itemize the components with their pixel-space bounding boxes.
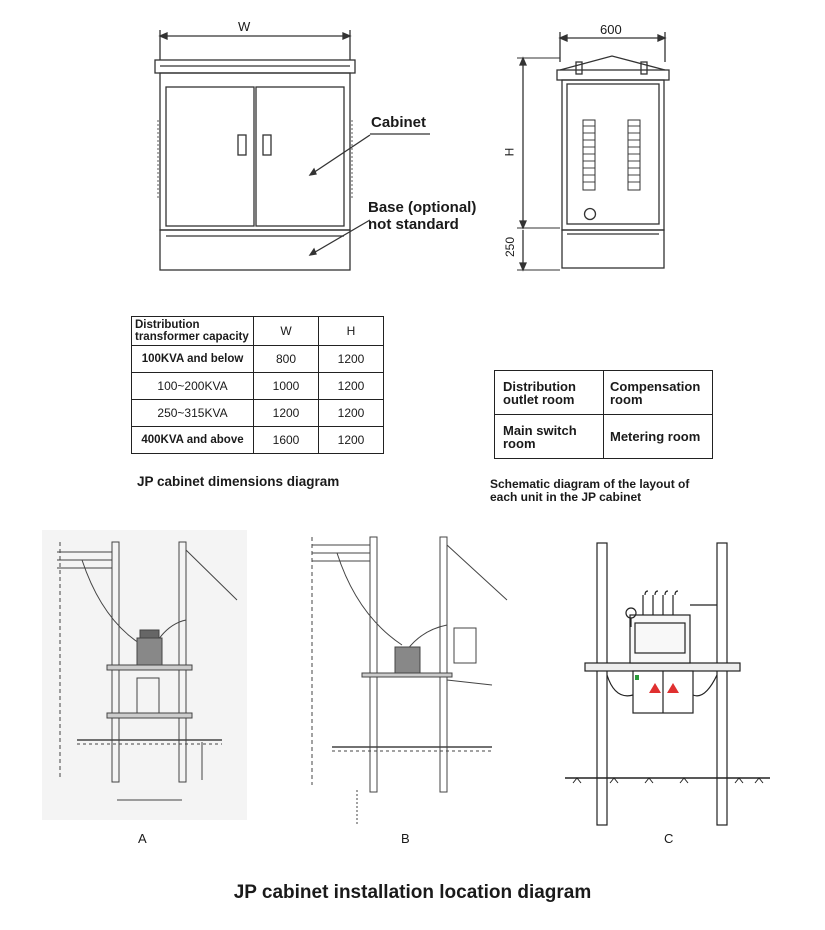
compensation-room-cell: Compensation room (604, 371, 713, 415)
layout-caption-line2: each unit in the JP cabinet (490, 490, 642, 504)
capacity-cell: 100KVA and below (132, 346, 254, 373)
width-dimension-label: W (238, 19, 251, 34)
metering-room-cell: Metering room (604, 415, 713, 459)
capacity-header: Distribution transformer capacity (132, 317, 254, 346)
w-cell: 800 (254, 346, 319, 373)
dimensions-caption: JP cabinet dimensions diagram (137, 474, 340, 489)
main-switch-room-cell: Main switch room (495, 415, 604, 459)
h-header: H (319, 317, 384, 346)
w-header: W (254, 317, 319, 346)
table-row (132, 346, 384, 373)
capacity-cell: 100~200KVA (132, 373, 254, 400)
layout-caption-line1: Schematic diagram of the layout of (490, 477, 690, 491)
table-row (132, 427, 384, 454)
capacity-cell: 400KVA and above (132, 427, 254, 454)
table-row (495, 415, 713, 459)
h-cell: 1200 (319, 346, 384, 373)
label-c: C (664, 831, 674, 846)
w-cell: 1200 (254, 400, 319, 427)
h-cell: 1200 (319, 427, 384, 454)
depth-dimension-label: 600 (600, 22, 622, 37)
distribution-outlet-room-cell: Distribution outlet room (495, 371, 604, 415)
h-cell: 1200 (319, 373, 384, 400)
installation-title: JP cabinet installation location diagram (233, 882, 592, 903)
h-cell: 1200 (319, 400, 384, 427)
height-dimension-label: H (502, 147, 517, 157)
dimensions-table (131, 316, 384, 454)
capacity-cell: 250~315KVA (132, 400, 254, 427)
w-cell: 1600 (254, 427, 319, 454)
table-header-row (132, 317, 384, 346)
table-row (495, 371, 713, 415)
installation-diagram-b (262, 525, 527, 825)
table-row (132, 400, 384, 427)
label-b: B (401, 831, 410, 846)
label-a: A (138, 831, 147, 846)
side-view-drawing (0, 0, 825, 300)
cabinet-label: Cabinet (371, 114, 427, 131)
installation-diagram-a (42, 530, 247, 820)
w-cell: 1000 (254, 373, 319, 400)
table-row (132, 373, 384, 400)
base-label-line1: Base (optional) (368, 199, 477, 216)
base-label-line2: not standard (368, 216, 459, 233)
base-height-label: 250 (503, 236, 518, 258)
installation-diagram-c (555, 535, 780, 830)
layout-table (494, 370, 713, 459)
